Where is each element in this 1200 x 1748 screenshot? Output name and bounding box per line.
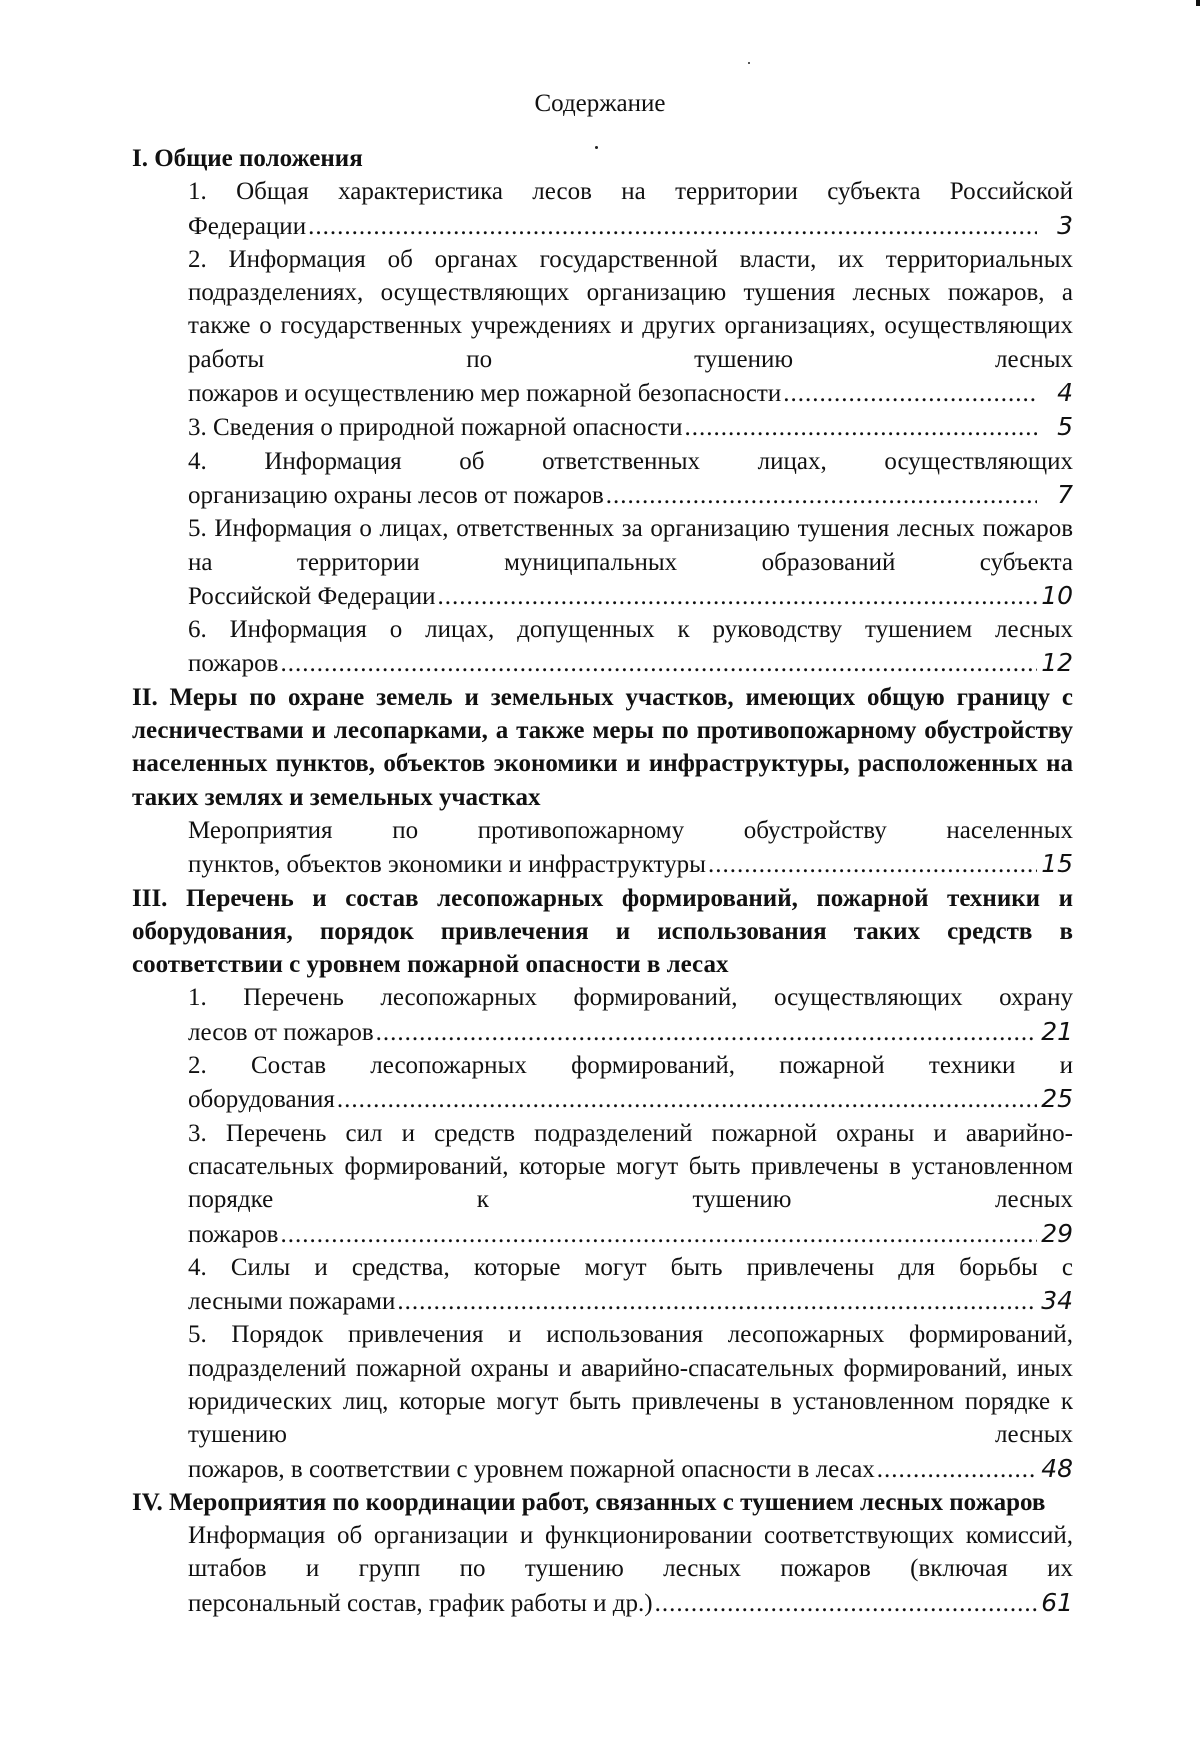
- page-number-handwritten: 21: [1041, 1016, 1073, 1046]
- page-number-handwritten: 10: [1041, 580, 1073, 610]
- document-title: Содержание: [534, 90, 666, 117]
- section-heading: I. Общие положения: [132, 145, 363, 172]
- page-number-handwritten: 34: [1041, 1286, 1073, 1316]
- page-number-handwritten: 5: [1057, 412, 1073, 442]
- toc-entry: [188, 613, 1073, 681]
- toc-entry-text: 2. Информация об органах государственной власти, их территориальных подразделениях, осуществляющих организацию тушения лесных пожаров, а также о государственных учреждениях и других организациях, осуществляющих работы по тушению лесных: [188, 245, 1073, 373]
- toc-entry: [188, 1318, 1073, 1485]
- scan-dust: [748, 62, 750, 64]
- dot-leader: [337, 1083, 1037, 1116]
- page-number-handwritten: 61: [1041, 1587, 1073, 1617]
- toc-entry-text: 3. Перечень сил и средств подразделений пожарной охраны и аварийно-спасательных формирований, которые могут быть привлечены в установленном порядке к тушению лесных: [188, 1119, 1073, 1214]
- dot-leader: [438, 580, 1037, 613]
- page-number-handwritten: 7: [1057, 479, 1073, 509]
- toc-leader-line: [188, 646, 1073, 680]
- toc-entry: [188, 1251, 1073, 1319]
- toc-entry-text: 5. Порядок привлечения и использования лесопожарных формирований, подразделений пожарной охраны и аварийно-спасательных формирований, иных юридических лиц, которые могут быть привлечены в установленном порядке к тушению лесных: [188, 1321, 1073, 1449]
- toc-entry-text: 4. Информация об ответственных лицах, осуществляющих: [188, 447, 1073, 475]
- toc-leader-line: [188, 1015, 1073, 1049]
- section-heading: II. Меры по охране земель и земельных участков, имеющих общую границу с лесничествами и лесопарками, а также меры по противопожарному обустройству населенных пунктов, объектов экономики и инфраструктуры, расположенных на таких землях и земельных участках: [132, 683, 1073, 811]
- toc-entry-text: 1. Перечень лесопожарных формирований, осуществляющих охрану: [188, 984, 1073, 1012]
- toc-entry-text: 5. Информация о лицах, ответственных за организацию тушения лесных пожаров на территории муниципальных образований субъекта: [188, 515, 1073, 576]
- toc-entry-text: 4. Силы и средства, которые могут быть привлечены для борьбы с: [188, 1253, 1073, 1281]
- dot-leader: [280, 1218, 1037, 1251]
- dot-leader: [376, 1016, 1037, 1049]
- dot-leader: [606, 479, 1037, 512]
- dot-leader: [685, 411, 1037, 444]
- toc-entry-last-line: пожаров: [188, 1220, 279, 1248]
- toc-entry: [188, 175, 1073, 243]
- dot-leader: [655, 1587, 1037, 1620]
- dot-leader: [280, 647, 1037, 680]
- toc-leader-line: [188, 376, 1073, 410]
- toc-entry-last-line: персональный состав, график работы и др.): [188, 1589, 653, 1617]
- toc-entry-last-line: оборудования: [188, 1086, 335, 1114]
- dot-leader: [308, 210, 1037, 243]
- toc-leader-line: [188, 847, 1073, 881]
- toc-entry-text: 1. Общая характеристика лесов на территории субъекта Российской: [188, 178, 1073, 206]
- toc-entry: [188, 243, 1073, 410]
- dot-leader: [397, 1285, 1037, 1318]
- toc-leader-line: [188, 1082, 1073, 1116]
- toc-entry: [188, 410, 1073, 444]
- toc-entry: [188, 1049, 1073, 1117]
- toc-leader-line: [188, 410, 1073, 444]
- scan-edge-mark: [1196, 0, 1200, 6]
- toc-entry: [188, 981, 1073, 1049]
- toc-entry-last-line: пунктов, объектов экономики и инфраструктуры: [188, 851, 706, 879]
- toc-entry-last-line: Федерации: [188, 212, 307, 240]
- toc-leader-line: [188, 579, 1073, 613]
- dot-leader: [708, 848, 1037, 881]
- toc-leader-line: [188, 1284, 1073, 1318]
- section-heading: IV. Мероприятия по координации работ, связанных с тушением лесных пожаров: [132, 1488, 1046, 1516]
- toc-leader-line: [188, 1452, 1073, 1486]
- toc-entry-last-line: организацию охраны лесов от пожаров: [188, 481, 604, 509]
- page-number-handwritten: 12: [1041, 648, 1073, 678]
- toc-entry: [188, 814, 1073, 882]
- toc-entry-text: 6. Информация о лицах, допущенных к руководству тушением лесных: [188, 616, 1073, 644]
- section-heading: III. Перечень и состав лесопожарных формирований, пожарной техники и оборудования, порядок привлечения и использования таких средств в соответствии с уровнем пожарной опасности в лесах: [132, 884, 1073, 979]
- toc-entry-text: Мероприятия по противопожарному обустройству населенных: [188, 816, 1073, 844]
- toc-entry-last-line: Российской Федерации: [188, 582, 436, 610]
- toc-entry: [188, 512, 1073, 613]
- toc-entry: [188, 1519, 1073, 1620]
- page-number-handwritten: 15: [1041, 849, 1073, 879]
- toc-leader-line: [188, 1586, 1073, 1620]
- toc-entry: [188, 445, 1073, 513]
- toc-entry-last-line: пожаров: [188, 650, 279, 678]
- dot-leader: [877, 1453, 1037, 1486]
- toc-entry-text: Информация об организации и функционировании соответствующих комиссий, штабов и групп по тушению лесных пожаров (включая их: [188, 1522, 1073, 1583]
- page-number-handwritten: 4: [1057, 378, 1073, 408]
- toc-leader-line: [188, 478, 1073, 512]
- table-of-contents: [132, 142, 1073, 1620]
- page-number-handwritten: 48: [1041, 1453, 1073, 1483]
- toc-leader-line: [188, 209, 1073, 243]
- toc-entry-last-line: лесными пожарами: [188, 1288, 396, 1316]
- toc-entry-last-line: 3. Сведения о природной пожарной опасности: [188, 414, 683, 442]
- page-number-handwritten: 25: [1041, 1084, 1073, 1114]
- toc-entry-last-line: лесов от пожаров: [188, 1018, 374, 1046]
- dot-leader: [783, 377, 1037, 410]
- toc-entry-last-line: пожаров, в соответствии с уровнем пожарной опасности в лесах: [188, 1455, 875, 1483]
- page-number-handwritten: 3: [1057, 210, 1073, 240]
- toc-entry-text: 2. Состав лесопожарных формирований, пожарной техники и: [188, 1052, 1073, 1080]
- page-number-handwritten: 29: [1041, 1218, 1073, 1248]
- toc-entry-last-line: пожаров и осуществлению мер пожарной безопасности: [188, 380, 782, 408]
- toc-entry: [188, 1117, 1073, 1251]
- toc-leader-line: [188, 1217, 1073, 1251]
